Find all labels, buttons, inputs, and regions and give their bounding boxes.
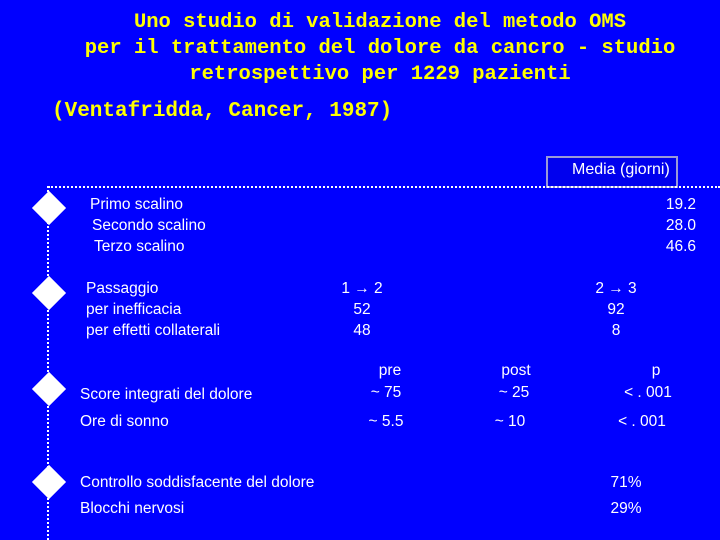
transition-label-ineffective: per inefficacia — [86, 301, 182, 318]
bullet-diamond-icon — [32, 191, 66, 225]
step-value-first: 19.2 — [665, 196, 696, 213]
bullet-diamond-icon — [32, 276, 66, 310]
bullet-diamond-icon — [32, 465, 66, 499]
citation: (Ventafridda, Cancer, 1987) — [52, 100, 393, 123]
media-header-label: Media (giorni) — [572, 161, 670, 178]
title-line-3: retrospettivo per 1229 pazienti — [189, 63, 571, 86]
transition-header-1-2: 1 → 2 — [341, 280, 383, 297]
transition-value-1-2-side-effects: 48 — [353, 322, 371, 339]
transition-label: Passaggio — [86, 280, 159, 297]
header-post: post — [501, 362, 531, 379]
title-line-2: per il trattamento del dolore da cancro - studio — [84, 37, 676, 60]
transition-header-2-3: 2 → 3 — [595, 280, 637, 297]
row-label-pain-score: Score integrati del dolore — [80, 386, 253, 403]
step-label-first: Primo scalino — [90, 196, 184, 213]
title-line-1: Uno studio di validazione del metodo OMS — [133, 11, 627, 34]
transition-value-1-2-ineffective: 52 — [353, 301, 371, 318]
step-value-second: 28.0 — [665, 217, 696, 234]
step-label-third: Terzo scalino — [94, 238, 185, 255]
slide-title — [40, 10, 720, 88]
sleep-hours-post: ~ 10 — [494, 413, 526, 430]
horizontal-dotted-divider — [48, 186, 720, 188]
row-label-pain-control: Controllo soddisfacente del dolore — [80, 474, 315, 491]
header-pre: pre — [378, 362, 402, 379]
pain-control-value: 71% — [610, 474, 642, 491]
pain-score-post: ~ 25 — [498, 384, 530, 401]
sleep-hours-p: < . 001 — [618, 413, 666, 430]
transition-label-side-effects: per effetti collaterali — [86, 322, 221, 339]
pain-score-pre: ~ 75 — [370, 384, 402, 401]
row-label-nerve-blocks: Blocchi nervosi — [80, 500, 185, 517]
nerve-blocks-value: 29% — [610, 500, 642, 517]
header-p: p — [651, 362, 661, 379]
step-label-second: Secondo scalino — [92, 217, 206, 234]
bullet-diamond-icon — [32, 372, 66, 406]
transition-value-2-3-ineffective: 92 — [607, 301, 625, 318]
pain-score-p: < . 001 — [624, 384, 672, 401]
sleep-hours-pre: ~ 5.5 — [368, 413, 404, 430]
transition-value-2-3-side-effects: 8 — [611, 322, 621, 339]
row-label-sleep-hours: Ore di sonno — [80, 413, 169, 430]
step-value-third: 46.6 — [665, 238, 696, 255]
